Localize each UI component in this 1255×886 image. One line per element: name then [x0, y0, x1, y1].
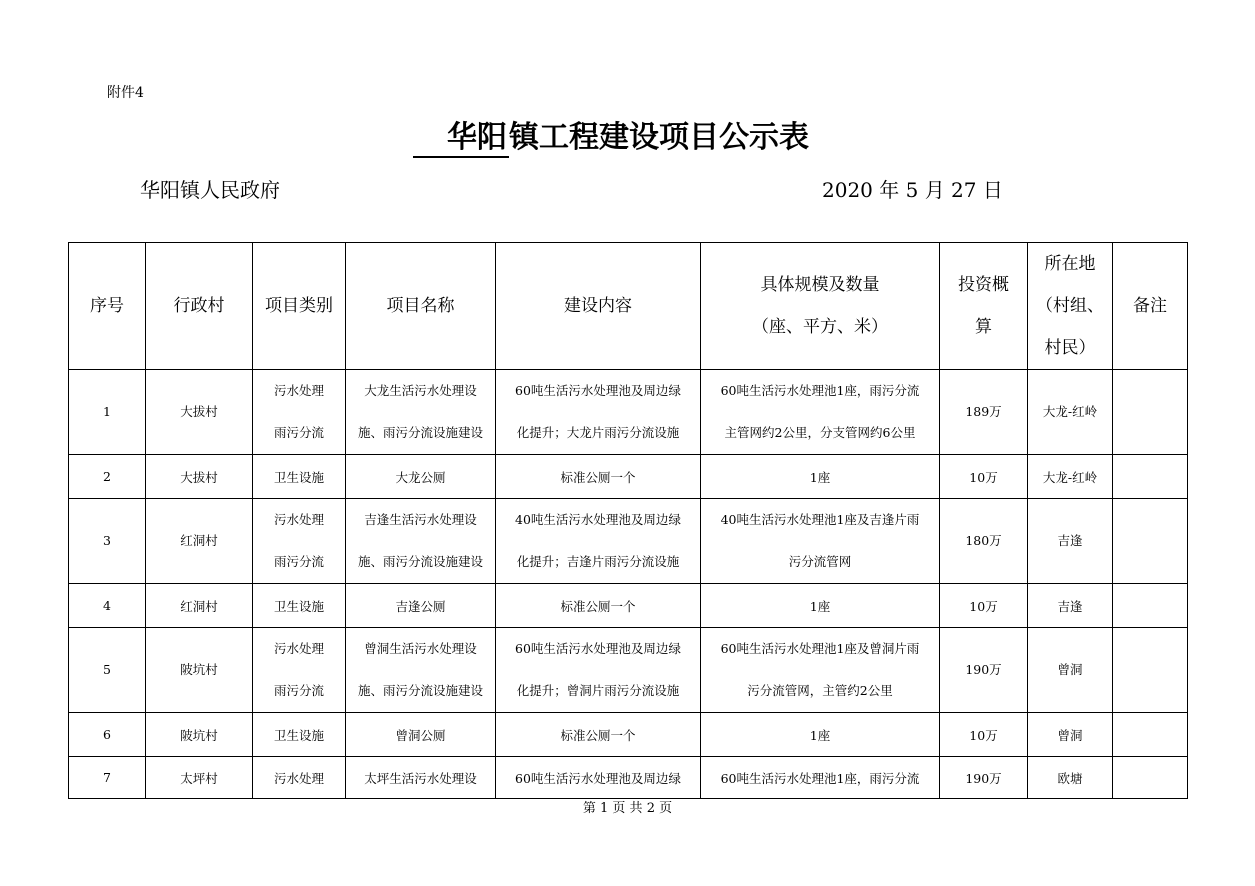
table-row — [69, 584, 1188, 628]
col-header-category: 项目类别 — [253, 243, 346, 370]
table-row — [69, 370, 1188, 455]
page-footer: 第 1 页 共 2 页 — [582, 801, 673, 816]
col-header-village: 行政村 — [146, 243, 253, 370]
col-header-location: 所在地 （村组、 村民） — [1028, 243, 1113, 370]
cell-no: 2 — [69, 455, 146, 499]
table-row — [69, 499, 1188, 584]
table-row — [69, 455, 1188, 499]
table-row — [69, 628, 1188, 713]
col-header-content: 建设内容 — [496, 243, 701, 370]
title-text: 镇工程建设项目公示表 — [509, 120, 809, 155]
cell-village: 太坪村 — [146, 757, 253, 799]
cell-category: 卫生设施 — [253, 713, 346, 757]
cell-village: 红洞村 — [146, 499, 253, 584]
attachment-label: 附件4 — [107, 85, 144, 101]
cell-budget: 190万 — [940, 757, 1028, 799]
cell-budget: 180万 — [940, 499, 1028, 584]
cell-name: 吉逢生活污水处理设 施、雨污分流设施建设 — [346, 499, 496, 584]
cell-scale: 40吨生活污水处理池1座及吉逢片雨 污分流管网 — [701, 499, 940, 584]
cell-remark — [1113, 713, 1188, 757]
cell-name: 大龙生活污水处理设 施、雨污分流设施建设 — [346, 370, 496, 455]
project-table — [68, 242, 1188, 799]
cell-name: 大龙公厕 — [346, 455, 496, 499]
cell-category: 卫生设施 — [253, 584, 346, 628]
col-header-scale: 具体规模及数量 （座、平方、米） — [701, 243, 940, 370]
cell-category: 污水处理 — [253, 757, 346, 799]
cell-no: 3 — [69, 499, 146, 584]
col-header-no: 序号 — [69, 243, 146, 370]
cell-village: 陂坑村 — [146, 628, 253, 713]
col-header-budget: 投资概 算 — [940, 243, 1028, 370]
cell-no: 6 — [69, 713, 146, 757]
cell-content: 标准公厕一个 — [496, 584, 701, 628]
page-title — [413, 112, 809, 158]
col-header-name: 项目名称 — [346, 243, 496, 370]
cell-name: 吉逢公厕 — [346, 584, 496, 628]
cell-location: 吉逢 — [1028, 584, 1113, 628]
cell-no: 1 — [69, 370, 146, 455]
cell-remark — [1113, 584, 1188, 628]
issuer: 华阳镇人民政府 — [140, 178, 280, 202]
cell-budget: 190万 — [940, 628, 1028, 713]
cell-budget: 10万 — [940, 584, 1028, 628]
cell-remark — [1113, 757, 1188, 799]
cell-remark — [1113, 455, 1188, 499]
cell-location: 吉逢 — [1028, 499, 1113, 584]
cell-location: 曾洞 — [1028, 713, 1113, 757]
cell-category: 污水处理 雨污分流 — [253, 370, 346, 455]
table-row — [69, 713, 1188, 757]
cell-village: 陂坑村 — [146, 713, 253, 757]
cell-name: 曾洞生活污水处理设 施、雨污分流设施建设 — [346, 628, 496, 713]
cell-content: 60吨生活污水处理池及周边绿 化提升；曾洞片雨污分流设施 — [496, 628, 701, 713]
cell-location: 大龙-红岭 — [1028, 455, 1113, 499]
cell-location: 欧塘 — [1028, 757, 1113, 799]
cell-content: 60吨生活污水处理池及周边绿 化提升；大龙片雨污分流设施 — [496, 370, 701, 455]
cell-category: 污水处理 雨污分流 — [253, 499, 346, 584]
cell-content: 40吨生活污水处理池及周边绿 化提升；吉逢片雨污分流设施 — [496, 499, 701, 584]
cell-content: 60吨生活污水处理池及周边绿 — [496, 757, 701, 799]
table-header-row — [69, 243, 1188, 370]
cell-budget: 10万 — [940, 713, 1028, 757]
cell-location: 大龙-红岭 — [1028, 370, 1113, 455]
cell-location: 曾洞 — [1028, 628, 1113, 713]
cell-village: 红洞村 — [146, 584, 253, 628]
cell-budget: 10万 — [940, 455, 1028, 499]
cell-category: 污水处理 雨污分流 — [253, 628, 346, 713]
cell-no: 7 — [69, 757, 146, 799]
cell-scale: 1座 — [701, 455, 940, 499]
cell-scale: 60吨生活污水处理池1座，雨污分流 主管网约2公里，分支管网约6公里 — [701, 370, 940, 455]
cell-scale: 60吨生活污水处理池1座，雨污分流 — [701, 757, 940, 799]
cell-no: 5 — [69, 628, 146, 713]
cell-name: 太坪生活污水处理设 — [346, 757, 496, 799]
cell-budget: 189万 — [940, 370, 1028, 455]
cell-content: 标准公厕一个 — [496, 455, 701, 499]
cell-scale: 1座 — [701, 713, 940, 757]
publish-date: 2020 年 5 月 27 日 — [822, 178, 1003, 202]
col-header-remark: 备注 — [1113, 243, 1188, 370]
cell-remark — [1113, 370, 1188, 455]
cell-no: 4 — [69, 584, 146, 628]
cell-scale: 1座 — [701, 584, 940, 628]
cell-scale: 60吨生活污水处理池1座及曾洞片雨 污分流管网，主管约2公里 — [701, 628, 940, 713]
cell-category: 卫生设施 — [253, 455, 346, 499]
cell-village: 大拔村 — [146, 370, 253, 455]
title-town-underlined: 华阳 — [413, 112, 509, 158]
cell-remark — [1113, 499, 1188, 584]
cell-village: 大拔村 — [146, 455, 253, 499]
cell-remark — [1113, 628, 1188, 713]
cell-content: 标准公厕一个 — [496, 713, 701, 757]
cell-name: 曾洞公厕 — [346, 713, 496, 757]
table-row — [69, 757, 1188, 799]
